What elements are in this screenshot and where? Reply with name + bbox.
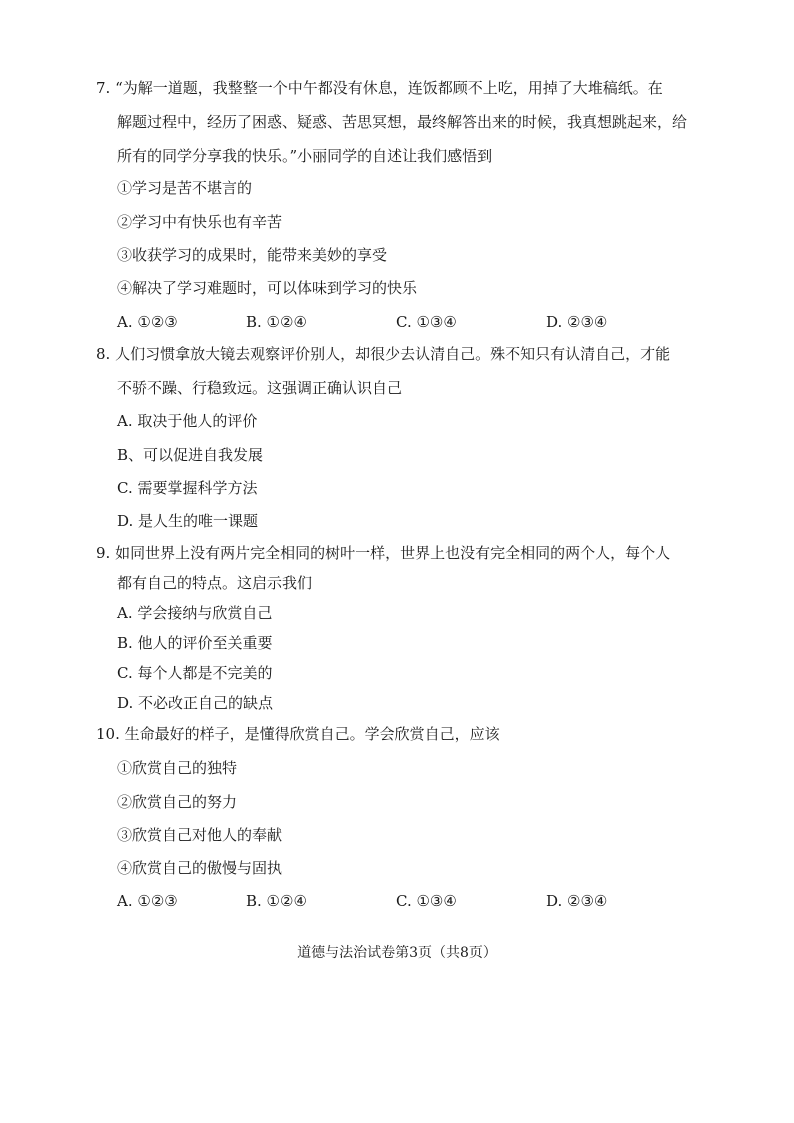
q9-option-a: A. 学会接纳与欣赏自己 bbox=[117, 604, 273, 622]
q10-line-1: 10. 生命最好的样子，是懂得欣赏自己。学会欣赏自己，应该 bbox=[96, 725, 500, 743]
q10-option-b: B. ①②④ bbox=[246, 892, 307, 910]
q9-line-1: 9. 如同世界上没有两片完全相同的树叶一样，世界上也没有完全相同的两个人，每个人 bbox=[96, 544, 671, 562]
q7-option-a: A. ①②③ bbox=[117, 313, 178, 331]
q8-line-1: 8. 人们习惯拿放大镜去观察评价别人，却很少去认清自己。殊不知只有认清自己，才能 bbox=[96, 345, 671, 363]
q7-line-1: 7. “为解一道题，我整整一个中午都没有休息，连饭都顾不上吃，用掉了大堆稿纸。在 bbox=[96, 79, 663, 97]
q7-option-d: D. ②③④ bbox=[546, 313, 608, 331]
q10-option-c: C. ①③④ bbox=[396, 892, 457, 910]
q10-statement-1: ①欣赏自己的独特 bbox=[117, 759, 238, 777]
q7-option-b: B. ①②④ bbox=[246, 313, 307, 331]
q9-line-2: 都有自己的特点。这启示我们 bbox=[117, 574, 313, 592]
q7-line-2: 解题过程中，经历了困惑、疑惑、苦思冥想，最终解答出来的时候，我真想跳起来，给 bbox=[117, 113, 688, 131]
q7-statement-3: ③收获学习的成果时，能带来美妙的享受 bbox=[117, 246, 388, 264]
q8-option-b: B、可以促进自我发展 bbox=[117, 446, 264, 464]
q7-line-3: 所有的同学分享我的快乐。”小丽同学的自述让我们感悟到 bbox=[117, 147, 493, 165]
q10-option-a: A. ①②③ bbox=[117, 892, 178, 910]
q9-option-b: B. 他人的评价至关重要 bbox=[117, 634, 273, 652]
q8-option-c: C. 需要掌握科学方法 bbox=[117, 479, 258, 497]
page-footer: 道德与法治试卷第3页（共8页） bbox=[297, 945, 497, 961]
q7-option-c: C. ①③④ bbox=[396, 313, 457, 331]
q7-statement-4: ④解决了学习难题时，可以体味到学习的快乐 bbox=[117, 279, 418, 297]
q9-option-c: C. 每个人都是不完美的 bbox=[117, 664, 273, 682]
q9-option-d: D. 不必改正自己的缺点 bbox=[117, 694, 274, 712]
q10-statement-4: ④欣赏自己的傲慢与固执 bbox=[117, 859, 283, 877]
q8-option-a: A. 取决于他人的评价 bbox=[117, 412, 258, 430]
q8-line-2: 不骄不躁、行稳致远。这强调正确认识自己 bbox=[117, 379, 403, 397]
q10-option-d: D. ②③④ bbox=[546, 892, 608, 910]
q7-statement-2: ②学习中有快乐也有辛苦 bbox=[117, 213, 283, 231]
q7-statement-1: ①学习是苦不堪言的 bbox=[117, 179, 253, 197]
q10-statement-3: ③欣赏自己对他人的奉献 bbox=[117, 826, 283, 844]
q8-option-d: D. 是人生的唯一课题 bbox=[117, 512, 259, 530]
q10-statement-2: ②欣赏自己的努力 bbox=[117, 793, 238, 811]
